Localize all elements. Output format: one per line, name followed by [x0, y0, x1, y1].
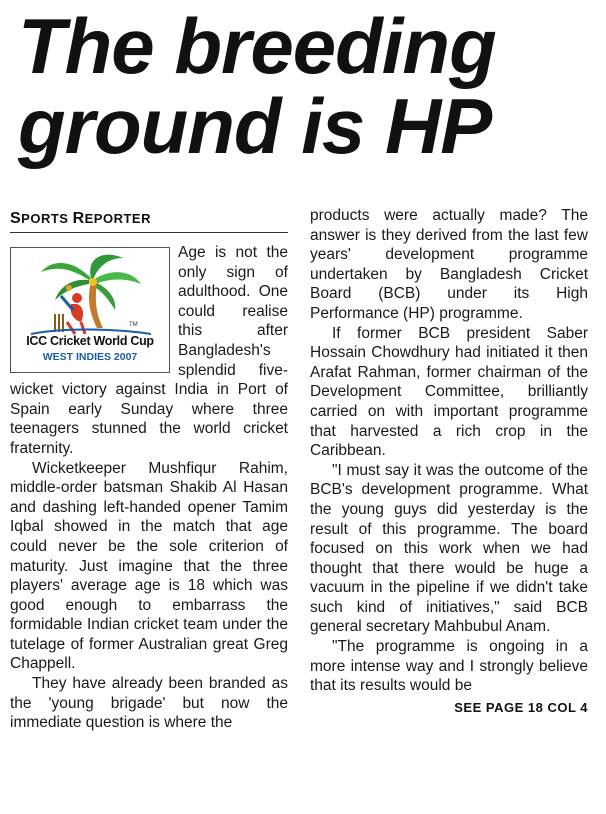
- right-paragraph-4: "The programme is ongoing in a more intense way and I strongly believe that its results would be: [310, 638, 588, 695]
- trademark-mark: TM: [129, 322, 138, 328]
- continuation-note: SEE PAGE 18 COL 4: [454, 699, 588, 715]
- right-column: [310, 206, 588, 715]
- headline: The breeding ground is HP: [18, 2, 496, 170]
- left-paragraph-2: Wicketkeeper Mushfiqur Rahim, middle-order batsman Shakib Al Hasan and dashing left-handed opener Tamim Iqbal showed in the match that age could never be the sole criterion of maturity. Just imagine that the three players' average age is 18 which was good enough to embarrass the formidable Indian cricket team under the tutelage of former Australian great Greg Chappell.: [10, 459, 288, 673]
- logo-title: ICC Cricket World Cup: [26, 334, 154, 348]
- palm-tree-cricketer-icon: [11, 248, 169, 338]
- left-paragraph-1: Age is not the only sign of adulthood. One could realise this after Bangladesh's splendid five-wicket victory against India in Port of Spain early Sunday where three teenagers stunned the world cricket fraternity.: [10, 244, 288, 457]
- right-paragraph-1: products were actually made? The answer is they derived from the last few years' development programme undertaken by Bangladesh Cricket Board (BCB) under its High Performance (HP) programme.: [310, 207, 588, 322]
- right-paragraph-3: "I must say it was the outcome of the BCB's development programme. What the young guys did yesterday is the result of this programme. The board focused on this work when we had thought that there would be huge a vacuum in the pipeline if we didn't take such kind of initiatives," said BCB general secretary Mahbubul Anam.: [310, 461, 588, 636]
- right-paragraph-2: If former BCB president Saber Hossain Chowdhury had initiated it then Arafat Rahman, former chairman of the Development Committee, brilliantly carried on with important programme that harvested a rich crop in the Caribbean.: [310, 324, 588, 460]
- byline: SPORTS REPORTER: [10, 210, 288, 233]
- left-column: [10, 210, 288, 733]
- world-cup-logo: [10, 247, 170, 373]
- logo-subtitle: WEST INDIES 2007: [42, 351, 138, 363]
- left-paragraph-3: They have already been branded as the 'young brigade' but now the immediate question is where the: [10, 675, 288, 732]
